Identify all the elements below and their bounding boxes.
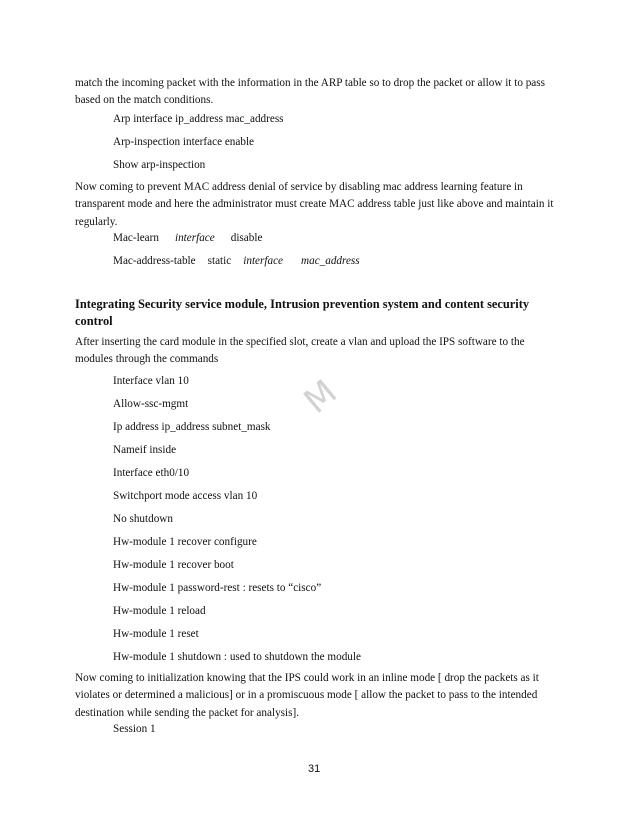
mac-table-static: static — [207, 255, 232, 267]
paragraph-card-module: After inserting the card module in the specified slot, create a vlan and upload the IPS software to the modules through the commands — [75, 336, 525, 366]
mac-learn-keyword: Mac-learn — [113, 232, 159, 244]
command-shutdown: Hw-module 1 shutdown : used to shutdown the module — [113, 651, 361, 663]
mac-table-mac-arg: mac_address — [301, 255, 360, 267]
watermark: M — [296, 372, 345, 422]
paragraph-arp-match: match the incoming packet with the information in the ARP table so to drop the packet or allow it to pass based on the match conditions. — [75, 77, 545, 107]
command-switchport: Switchport mode access vlan 10 — [113, 490, 258, 502]
command-password-reset: Hw-module 1 password-rest : resets to “cisco” — [113, 582, 322, 594]
section-heading: Integrating Security service module, Intrusion prevention system and content security control — [75, 297, 530, 328]
command-reset: Hw-module 1 reset — [113, 628, 199, 640]
command-interface-vlan: Interface vlan 10 — [113, 375, 189, 387]
command-session: Session 1 — [113, 723, 156, 735]
command-recover-configure: Hw-module 1 recover configure — [113, 536, 257, 548]
command-arp-interface: Arp interface ip_address mac_address — [113, 113, 284, 125]
command-interface-eth: Interface eth0/10 — [113, 467, 190, 479]
command-mac-address-table — [113, 254, 360, 268]
command-reload: Hw-module 1 reload — [113, 605, 206, 617]
page-number: 31 — [308, 763, 321, 775]
command-ip-address: Ip address ip_address subnet_mask — [113, 421, 271, 433]
command-allow-ssc-mgmt: Allow-ssc-mgmt — [113, 398, 189, 410]
mac-learn-disable: disable — [230, 232, 263, 244]
command-no-shutdown: No shutdown — [113, 513, 173, 525]
command-recover-boot: Hw-module 1 recover boot — [113, 559, 234, 571]
mac-table-keyword: Mac-address-table — [113, 255, 196, 267]
command-mac-learn — [113, 231, 262, 245]
command-nameif: Nameif inside — [113, 444, 177, 456]
mac-learn-interface-arg: interface — [174, 232, 215, 244]
command-arp-inspection-enable: Arp-inspection interface enable — [113, 136, 255, 148]
mac-table-interface-arg: interface — [243, 255, 284, 267]
paragraph-mac-dos: Now coming to prevent MAC address denial of service by disabling mac address learning feature in transparent mode and here the administrator must create MAC address table just like above and maintain it regularly. — [75, 181, 554, 228]
command-show-arp-inspection: Show arp-inspection — [113, 159, 206, 171]
paragraph-initialization: Now coming to initialization knowing that the IPS could work in an inline mode [ drop the packets as it violates or determined a malicious] or in a promiscuous mode [ allow the packet to pass to the intended destination while sending the packet for analysis]. — [75, 672, 539, 719]
